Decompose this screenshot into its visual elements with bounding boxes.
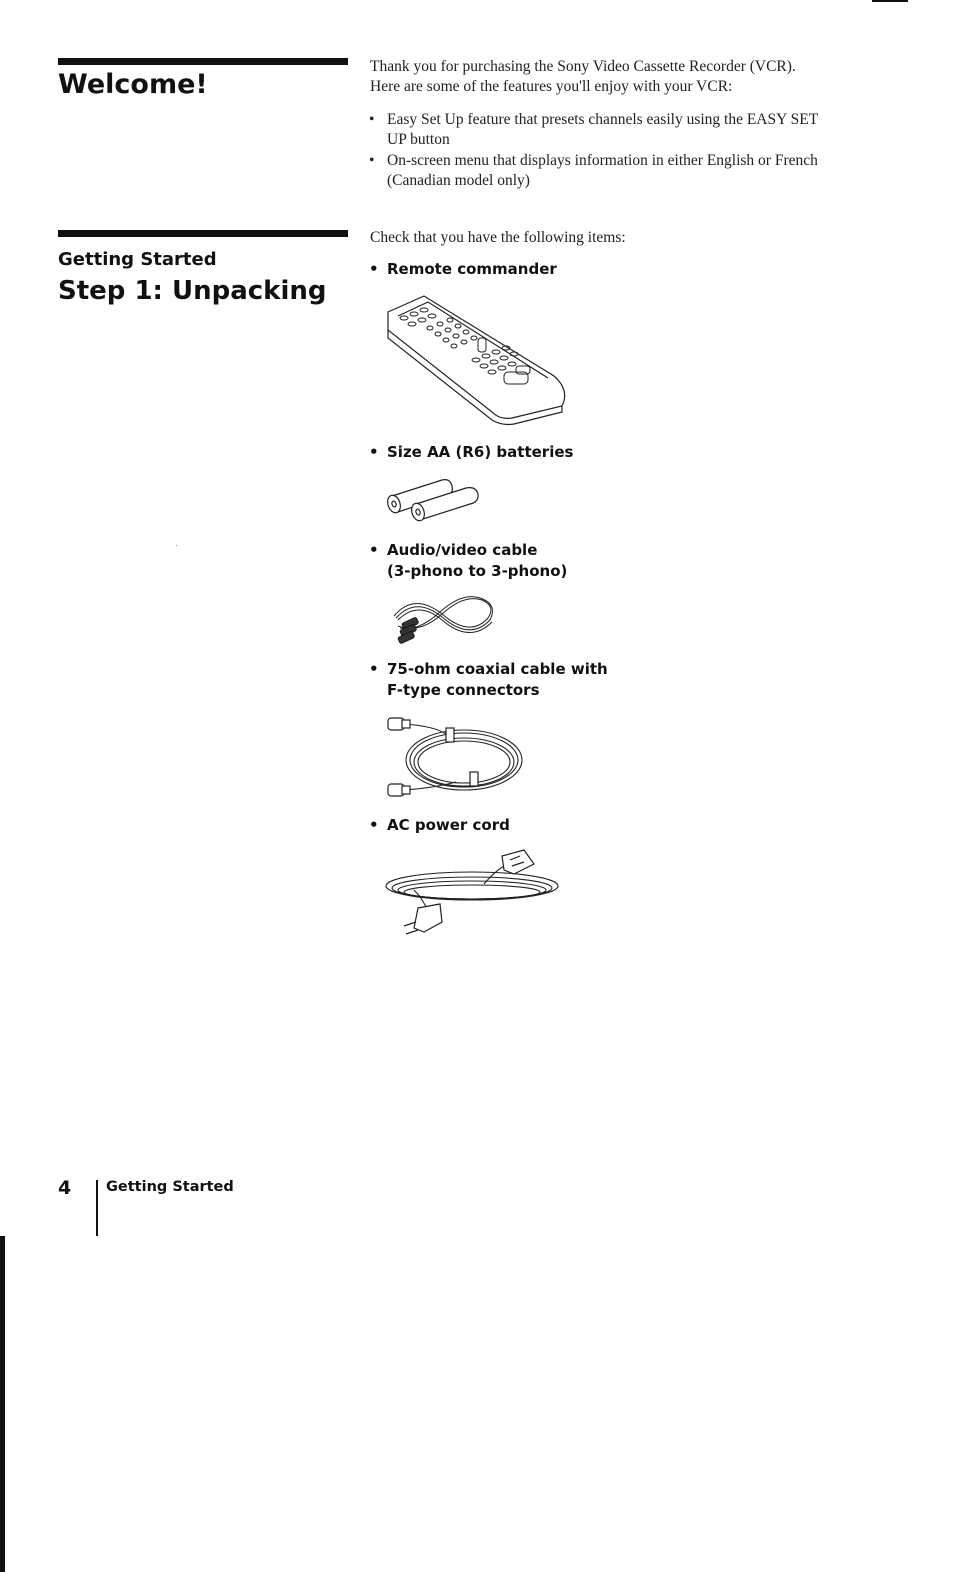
footer-section: Getting Started xyxy=(106,1179,234,1195)
welcome-rule xyxy=(58,58,348,65)
item-label-power-cord xyxy=(369,815,510,836)
aa-batteries-illustration xyxy=(384,478,484,524)
welcome-intro xyxy=(370,57,930,97)
item-label-remote xyxy=(369,259,557,280)
feature-line-2: UP button xyxy=(387,131,450,148)
av-cable-illustration xyxy=(384,596,494,644)
item-label-line-1: • Audio/video cable xyxy=(387,541,538,559)
coaxial-cable-illustration xyxy=(384,716,529,800)
feature-item xyxy=(369,110,929,150)
item-label-batteries xyxy=(369,442,573,463)
page-number: 4 xyxy=(58,1177,72,1199)
intro-line-2: Here are some of the features you'll enjoy with your VCR: xyxy=(370,78,733,95)
check-text: Check that you have the following items: xyxy=(370,229,626,246)
power-cord-illustration xyxy=(384,850,564,942)
feature-line-2: (Canadian model only) xyxy=(387,172,530,189)
feature-list xyxy=(369,110,929,191)
section-label: Getting Started xyxy=(58,249,217,270)
corner-mark xyxy=(872,0,908,2)
feature-line-1: • Easy Set Up feature that presets channels easily using the EASY SET xyxy=(387,111,819,128)
item-label-coaxial xyxy=(369,659,608,700)
feature-line-1: • On-screen menu that displays information in either English or French xyxy=(387,152,818,169)
item-label-line-2: (3-phono to 3-phono) xyxy=(387,561,568,580)
footer-divider xyxy=(96,1180,98,1236)
item-label-line-1: Remote commander xyxy=(387,260,557,278)
item-label-av-cable xyxy=(369,540,567,581)
unpacking-heading: Step 1: Unpacking xyxy=(58,276,327,306)
item-label-line-1: AC power cord xyxy=(387,816,510,834)
remote-commander-illustration xyxy=(384,294,584,424)
left-edge-bar xyxy=(0,1236,5,1572)
item-label-line-1: • 75-ohm coaxial cable with xyxy=(387,660,608,678)
speck xyxy=(176,545,177,546)
item-label-line-2: F-type connectors xyxy=(387,680,540,699)
unpacking-rule xyxy=(58,230,348,237)
welcome-heading: Welcome! xyxy=(58,69,208,100)
intro-line-1: Thank you for purchasing the Sony Video Cassette Recorder (VCR). xyxy=(370,58,796,75)
item-label-line-1: Size AA (R6) batteries xyxy=(387,443,574,461)
feature-item xyxy=(369,151,929,191)
